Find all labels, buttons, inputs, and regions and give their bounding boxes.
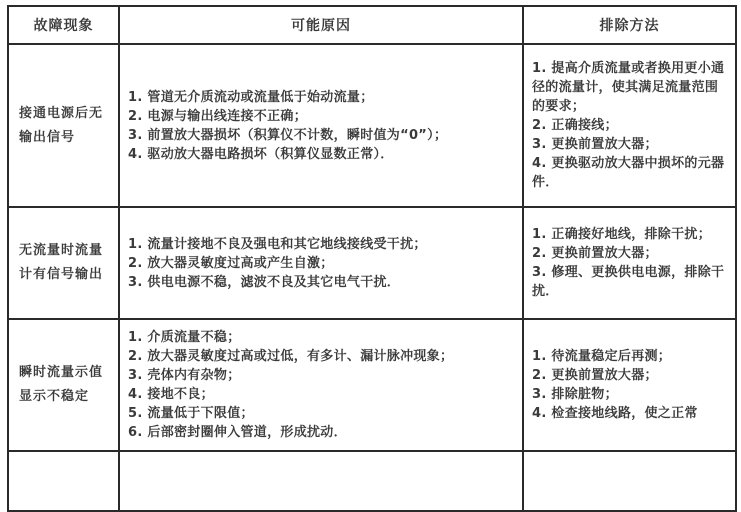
remedy-line: 2. 更换前置放大器； — [532, 246, 658, 261]
causes-cell — [119, 44, 523, 207]
table-row-partial — [8, 451, 736, 511]
cause-line: 1. 介质流量不稳； — [128, 330, 241, 345]
remedy-line: 3. 修理、更换供电电源，排除干扰． — [532, 265, 725, 299]
remedy-line: 3. 排除脏物； — [532, 387, 618, 402]
fault-cell — [8, 451, 119, 511]
table-row — [8, 319, 736, 451]
remedy-line: 1. 正确接好地线，排除干扰； — [532, 227, 712, 242]
cause-line: 4. 接地不良； — [128, 387, 214, 402]
header-possible-cause: 可能原因 — [119, 6, 523, 44]
fault-cell: 接通电源后无输出信号 — [8, 44, 119, 207]
table-header-row — [8, 6, 736, 44]
remedy-line: 2. 正确接线； — [532, 118, 618, 133]
header-remedy-method: 排除方法 — [523, 6, 736, 44]
cause-line: 2. 电源与输出线连接不正确； — [128, 108, 308, 124]
troubleshooting-table — [7, 5, 737, 512]
table-row — [8, 207, 736, 319]
header-fault-phenomenon: 故障现象 — [8, 6, 119, 44]
remedy-line: 1. 待流量稳定后再测； — [532, 349, 672, 364]
remedy-line: 2. 更换前置放大器； — [532, 368, 658, 383]
cause-line: 5. 流量低于下限值； — [128, 406, 254, 421]
remedies-cell — [523, 451, 736, 511]
cause-line: 3. 供电电源不稳，滤波不良及其它电气干扰． — [128, 274, 401, 290]
cause-line: 3. 壳体内有杂物； — [128, 368, 241, 383]
remedies-cell — [523, 207, 736, 319]
cause-line: 3. 前置放大器损坏（积算仪不计数，瞬时值为“0”）； — [128, 127, 448, 143]
table-row — [8, 44, 736, 207]
remedies-cell — [523, 44, 736, 207]
document-page — [7, 5, 737, 512]
remedy-line: 1. 提高介质流量或者换用更小通径的流量计，使其满足流量范围的要求； — [532, 61, 725, 114]
remedy-line: 4. 检查接地线路，使之正常 — [532, 406, 698, 421]
fault-cell: 瞬时流量示值显示不稳定 — [8, 319, 119, 451]
cause-line: 1. 管道无介质流动或流量低于始动流量； — [128, 89, 374, 105]
remedy-line: 4. 更换驱动放大器中损坏的元器件． — [532, 156, 725, 190]
fault-cell: 无流量时流量计有信号输出 — [8, 207, 119, 319]
causes-cell — [119, 319, 523, 451]
cause-line: 6. 后部密封圈伸入管道，形成扰动． — [128, 425, 347, 440]
cause-line: 4. 驱动放大器电路损坏（积算仪显数正常）． — [128, 146, 394, 162]
remedies-cell — [523, 319, 736, 451]
remedy-line: 3. 更换前置放大器； — [532, 137, 658, 152]
cause-line: 2. 放大器灵敏度过高或过低，有多计、漏计脉冲现象； — [128, 349, 454, 364]
causes-cell — [119, 451, 523, 511]
causes-cell — [119, 207, 523, 319]
cause-line: 1. 流量计接地不良及强电和其它地线接线受干扰； — [128, 236, 427, 252]
cause-line: 2. 放大器灵敏度过高或产生自激； — [128, 255, 334, 271]
